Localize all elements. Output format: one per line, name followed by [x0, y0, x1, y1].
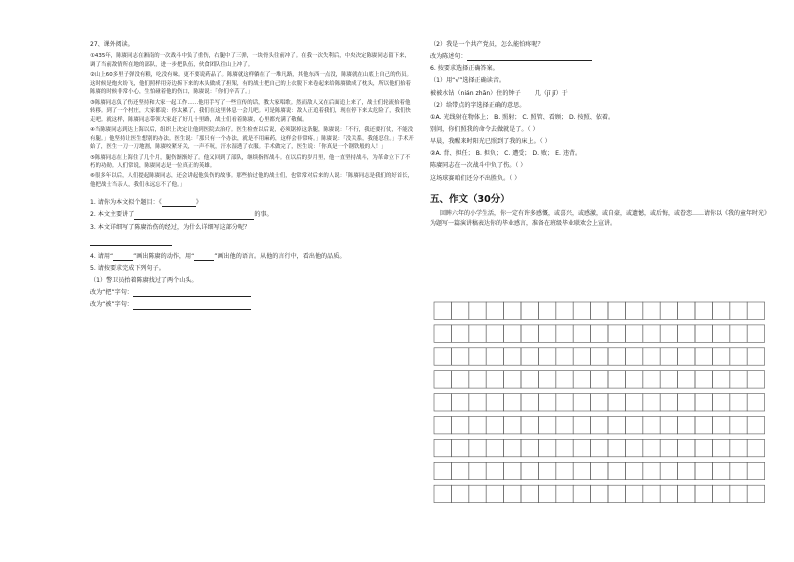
writing-grid-cell[interactable] — [451, 485, 468, 502]
writing-grid-cell[interactable] — [521, 394, 538, 411]
writing-grid-cell[interactable] — [469, 462, 486, 479]
writing-grid-cell[interactable] — [434, 371, 451, 388]
writing-grid-cell[interactable] — [486, 325, 503, 342]
writing-grid-cell[interactable] — [608, 302, 625, 319]
writing-grid-cell[interactable] — [591, 348, 608, 365]
writing-grid-cell[interactable] — [625, 462, 642, 479]
writing-grid-cell[interactable] — [712, 348, 729, 365]
writing-grid-cell[interactable] — [643, 394, 660, 411]
writing-grid-cell[interactable] — [608, 485, 625, 502]
writing-grid-cell[interactable] — [486, 394, 503, 411]
writing-grid-cell[interactable] — [608, 325, 625, 342]
question-4-part-b: ”画出陈赓的动作，用“ — [133, 252, 195, 260]
writing-grid-cell[interactable] — [573, 485, 590, 502]
writing-grid-cell[interactable] — [434, 417, 451, 434]
question-6-2-sentence-2: 早晨，我醒来时阳光已照到了我的床上。（ ） — [430, 138, 551, 146]
writing-grid-cell[interactable] — [730, 462, 747, 479]
writing-grid-cell[interactable] — [434, 325, 451, 342]
writing-grid-cell[interactable] — [521, 371, 538, 388]
writing-grid-cell[interactable] — [678, 394, 695, 411]
writing-grid-svg — [430, 300, 775, 510]
writing-grid-cell[interactable] — [538, 417, 555, 434]
writing-grid-cell[interactable] — [451, 325, 468, 342]
writing-grid-cell[interactable] — [643, 371, 660, 388]
writing-grid-cell[interactable] — [747, 417, 764, 434]
writing-grid-cell[interactable] — [730, 302, 747, 319]
writing-grid-cell[interactable] — [730, 417, 747, 434]
writing-grid-cell[interactable] — [660, 417, 677, 434]
writing-grid-cell[interactable] — [521, 439, 538, 456]
writing-grid-cell[interactable] — [747, 348, 764, 365]
writing-grid-cell[interactable] — [643, 302, 660, 319]
writing-grid-cell[interactable] — [451, 439, 468, 456]
writing-grid-cell[interactable] — [678, 485, 695, 502]
question-4-part-a: 4. 请用“ — [90, 252, 114, 260]
writing-grid-cell[interactable] — [730, 439, 747, 456]
writing-grid-cell[interactable] — [504, 485, 521, 502]
reading-paragraph-3: ③陈赓同志负了伤还坚持和大家一起工作……他用手写了一些宣传的话，教大家唱歌。然而敌人又在后面追上来了，战士们轮流抬着他转移。到了一个村庄，大家都说：你太累了，我们在这里休息一会儿吧。可是陈赓说：敌人正追着我们，现在停下来太危险了，我们快走吧。就这样，陈赓同志带领大家赶了好几十里路，战士们看着陈赓，心里都充满了敬佩。 — [90, 99, 411, 123]
writing-grid-cell[interactable] — [643, 462, 660, 479]
writing-grid-cell[interactable] — [538, 371, 555, 388]
writing-grid-cell[interactable] — [573, 325, 590, 342]
writing-grid-cell[interactable] — [556, 417, 573, 434]
writing-grid-cell[interactable] — [504, 417, 521, 434]
writing-grid-cell[interactable] — [451, 462, 468, 479]
writing-grid-cell[interactable] — [573, 439, 590, 456]
writing-grid-cell[interactable] — [591, 302, 608, 319]
writing-grid-cell[interactable] — [608, 439, 625, 456]
writing-grid-cell[interactable] — [695, 485, 712, 502]
writing-grid-cell[interactable] — [712, 462, 729, 479]
writing-grid-cell[interactable] — [730, 325, 747, 342]
writing-grid-cell[interactable] — [712, 371, 729, 388]
writing-grid-cell[interactable] — [660, 394, 677, 411]
writing-grid-cell[interactable] — [695, 348, 712, 365]
writing-grid-cell[interactable] — [521, 348, 538, 365]
writing-grid-cell[interactable] — [625, 348, 642, 365]
writing-grid-cell[interactable] — [625, 394, 642, 411]
writing-grid-cell[interactable] — [451, 348, 468, 365]
writing-grid-cell[interactable] — [521, 417, 538, 434]
writing-grid-cell[interactable] — [504, 439, 521, 456]
writing-grid-cell[interactable] — [643, 439, 660, 456]
writing-grid-cell[interactable] — [451, 371, 468, 388]
writing-grid-cell[interactable] — [538, 302, 555, 319]
writing-grid-cell[interactable] — [469, 485, 486, 502]
writing-grid-cell[interactable] — [712, 417, 729, 434]
reading-paragraph-1: ①435年，陈赓同志在湘南的一次战斗中负了重伤，右腿中了三弹，一块骨头往前冲了。在我一次失利后，中央决定陈赓同志留下来，调了当前敌情所在地的部队，进一步把队伍，伙食团队往山上冲了。 — [90, 53, 410, 68]
question-1 — [90, 198, 415, 207]
writing-grid-cell[interactable] — [591, 325, 608, 342]
writing-grid-cell[interactable] — [625, 439, 642, 456]
question-2-end: 的事。 — [254, 211, 273, 219]
writing-grid-cell[interactable] — [747, 439, 764, 456]
writing-grid-cell[interactable] — [486, 371, 503, 388]
writing-grid-cell[interactable] — [660, 371, 677, 388]
question-4-line-mark — [113, 253, 133, 261]
writing-grid-cell[interactable] — [712, 485, 729, 502]
reading-paragraph-2: ②山上60多里子弹没有粮，吃没有味。更不要说药品了。陈赓就这样躺在了一堆凡路，其他东西一点没，陈赓就在山底上自己的伤员。这时候是炮火纷飞，他们照样用旁边拆下来的木头做成了担架，有的战士把自己的上衣脱下来卷起来给陈赓做成了枕头，所以他们抬着陈赓的时候非常小心，生怕碰着他的伤口，陈赓说：「你们辛苦了。」 — [90, 71, 412, 96]
writing-grid-cell[interactable] — [730, 485, 747, 502]
writing-grid-cell[interactable] — [538, 348, 555, 365]
writing-grid-cell[interactable] — [678, 371, 695, 388]
question-5-2: （2）我是一个共产党员，怎么能怕疼呢？ — [430, 41, 544, 48]
writing-grid-cell[interactable] — [486, 485, 503, 502]
writing-grid-cell[interactable] — [625, 325, 642, 342]
left-column — [90, 40, 415, 312]
reading-title: 27、课外阅读。 — [90, 41, 134, 48]
writing-grid-cell[interactable] — [747, 394, 764, 411]
writing-grid-cell[interactable] — [434, 348, 451, 365]
writing-grid-cell[interactable] — [747, 302, 764, 319]
writing-grid-cell[interactable] — [695, 462, 712, 479]
writing-grid-cell[interactable] — [469, 302, 486, 319]
question-5-2a-answer-line[interactable] — [467, 53, 592, 61]
question-2-label: 2. 本文主要讲了 — [90, 211, 135, 219]
writing-grid-cell[interactable] — [678, 439, 695, 456]
writing-grid-cell[interactable] — [538, 394, 555, 411]
right-column — [430, 40, 775, 228]
writing-grid-cell[interactable] — [538, 325, 555, 342]
writing-grid-cell[interactable] — [451, 417, 468, 434]
writing-grid-cell[interactable] — [712, 394, 729, 411]
question-5-1: （1）警卫员抬着陈赓找过了两个山头。 — [90, 277, 198, 285]
writing-grid-cell[interactable] — [695, 302, 712, 319]
writing-grid-cell[interactable] — [678, 302, 695, 319]
writing-grid-cell[interactable] — [504, 302, 521, 319]
writing-grid-cell[interactable] — [591, 439, 608, 456]
question-2 — [90, 210, 415, 219]
writing-grid-cell[interactable] — [591, 485, 608, 502]
question-5-1a — [90, 288, 415, 297]
writing-grid-cell[interactable] — [538, 439, 555, 456]
question-5-1a-label: 改为“把”字句： — [90, 289, 133, 297]
writing-grid-cell[interactable] — [712, 325, 729, 342]
writing-grid-cell[interactable] — [625, 485, 642, 502]
writing-grid-cell[interactable] — [469, 371, 486, 388]
composition-prompt: 回眸六年的小学生活，你一定有许多感慨，或喜兴，或感激，或自豪，或遗憾，或后悔，或眷恋……请你以《我的童年时光》为题写一篇演讲稿表达你的毕业感言，准备在班级毕业联欢会上宣讲。 — [430, 209, 771, 227]
writing-grid-cell[interactable] — [556, 394, 573, 411]
question-6-1b: 几（jī jǐ）于 — [534, 89, 568, 97]
writing-grid-cell[interactable] — [486, 417, 503, 434]
writing-grid-cell[interactable] — [469, 394, 486, 411]
writing-grid-cell[interactable] — [504, 394, 521, 411]
reading-paragraph-6: ⑥很多年以后，人们提起陈赓同志，还会讲起他负伤的故事。那些抬过他的战士们，也常常对后来的人说：「陈赓同志是我们的好首长，他把战士当亲人，我们永远忘不了他。」 — [90, 173, 414, 189]
writing-grid-cell[interactable] — [504, 462, 521, 479]
question-4-wavy-mark — [194, 253, 214, 261]
writing-grid-cell[interactable] — [747, 485, 764, 502]
writing-grid-cell[interactable] — [712, 302, 729, 319]
writing-grid-cell[interactable] — [521, 325, 538, 342]
writing-grid-cell[interactable] — [451, 394, 468, 411]
writing-grid-cell[interactable] — [678, 325, 695, 342]
writing-grid-cell[interactable] — [608, 462, 625, 479]
writing-grid-cell[interactable] — [573, 371, 590, 388]
question-4-part-c: ”画出他的语言。从他的言行中，看出他的品质。 — [214, 252, 346, 260]
question-3: 3. 本文详细写了陈赓治伤的经过，为什么详细写这部分呢？ — [90, 223, 251, 231]
writing-grid-cell[interactable] — [660, 348, 677, 365]
writing-grid-cell[interactable] — [747, 462, 764, 479]
question-5: 5. 请按要求完成下列句子。 — [90, 264, 165, 272]
writing-grid-cell[interactable] — [608, 417, 625, 434]
question-1-label: 1. 请你为本文拟个题目：《 — [90, 199, 162, 207]
writing-grid-cell[interactable] — [573, 348, 590, 365]
writing-grid-cell[interactable] — [434, 485, 451, 502]
question-6: 6. 按要求选择正确答案。 — [430, 65, 499, 73]
writing-grid-cell[interactable] — [660, 462, 677, 479]
writing-grid-cell[interactable] — [730, 371, 747, 388]
writing-grid-cell[interactable] — [469, 417, 486, 434]
writing-grid-cell[interactable] — [486, 439, 503, 456]
writing-grid-cell[interactable] — [591, 417, 608, 434]
writing-grid-cell[interactable] — [608, 348, 625, 365]
writing-grid-cell[interactable] — [591, 371, 608, 388]
writing-grid-cell[interactable] — [625, 417, 642, 434]
writing-grid-cell[interactable] — [643, 417, 660, 434]
writing-grid-cell[interactable] — [591, 462, 608, 479]
question-5-1a-answer-line[interactable] — [133, 289, 251, 297]
writing-grid-cell[interactable] — [504, 371, 521, 388]
question-3-answer-line[interactable] — [90, 238, 172, 246]
question-5-1b-label: 改为“被”字句： — [90, 301, 133, 309]
writing-grid-cell[interactable] — [486, 348, 503, 365]
question-6-1a: 被被水钻（nián zhān）住的钟子 — [430, 89, 521, 97]
reading-paragraph-5: ⑤陈赓同志在上海住了几个月，腿伤渐渐好了。他又回到了部队，继续指挥战斗。在以后的岁月里，他一直坚持战斗，为革命立下了不朽的功勋。人们常说，陈赓同志是一位真正的英雄。 — [90, 154, 411, 170]
writing-grid-cell[interactable] — [591, 394, 608, 411]
writing-grid-cell[interactable] — [730, 394, 747, 411]
writing-grid-cell[interactable] — [643, 325, 660, 342]
writing-grid-cell[interactable] — [486, 302, 503, 319]
question-5-2a-label: 改为陈述句： — [430, 53, 467, 61]
question-5-1b-answer-line[interactable] — [133, 302, 251, 310]
composition-section-title: 五、作文（30分） — [430, 193, 510, 205]
question-1-end: 》 — [195, 199, 202, 207]
question-5-1b — [90, 300, 415, 309]
writing-grid-cell[interactable] — [434, 439, 451, 456]
writing-grid-cell[interactable] — [556, 439, 573, 456]
writing-grid-cell[interactable] — [556, 325, 573, 342]
writing-grid-cell[interactable] — [451, 302, 468, 319]
writing-grid-cell[interactable] — [486, 462, 503, 479]
writing-grid-cell[interactable] — [434, 302, 451, 319]
writing-grid-cell[interactable] — [504, 348, 521, 365]
writing-grid-cell[interactable] — [625, 371, 642, 388]
writing-grid-cell[interactable] — [695, 371, 712, 388]
writing-grid-cell[interactable] — [504, 325, 521, 342]
writing-grid-cell[interactable] — [660, 302, 677, 319]
writing-grid-cell[interactable] — [469, 348, 486, 365]
writing-grid-cell[interactable] — [556, 462, 573, 479]
question-4 — [90, 252, 415, 261]
writing-grid-cell[interactable] — [538, 462, 555, 479]
writing-grid-cell[interactable] — [643, 485, 660, 502]
question-6-2-sentence-4: 这场球赛咱们还分不出胜负。（ ） — [430, 174, 521, 182]
writing-grid-cell[interactable] — [747, 325, 764, 342]
writing-grid-cell[interactable] — [521, 302, 538, 319]
question-6-2-sentence-3: 陈赓同志在一次战斗中负了伤。（ ） — [430, 162, 527, 170]
question-6-2-sentence-1: 别问，你们照我的命令去做就是了。（ ） — [430, 125, 539, 133]
writing-grid-cell[interactable] — [747, 371, 764, 388]
writing-grid-cell[interactable] — [556, 302, 573, 319]
writing-grid-cell[interactable] — [469, 439, 486, 456]
question-5-2a — [430, 52, 775, 61]
writing-grid-cell[interactable] — [625, 302, 642, 319]
writing-grid-cell[interactable] — [556, 485, 573, 502]
reading-paragraph-4: ④当陈赓同志到达上海以后，组织上决定让他到医院去治疗。医生检查以后说，必须锯掉这条腿，陈赓说：「不行，我还要打仗，不能没有腿。」他坚持让医生想别的办法。医生说：「那只有一个办法，就是不用麻药，这样会非常疼。」陈赓说：「没关系，我能忍住。」手术开始了，医生一刀一刀地割，陈赓咬紧牙关，一声不吭，汗水湿透了衣服。手术做完了，医生说：「你真是一个钢铁般的人！」 — [90, 127, 414, 151]
writing-grid-cell[interactable] — [660, 439, 677, 456]
writing-grid-cell[interactable] — [538, 485, 555, 502]
writing-grid-cell[interactable] — [434, 462, 451, 479]
question-6-2-options-2: ②A. 背、担任； B. 担负； C. 遭受； D. 败； E. 违背。 — [430, 150, 582, 158]
question-6-1-items — [430, 89, 775, 98]
writing-grid-cell[interactable] — [695, 394, 712, 411]
writing-grid-cell[interactable] — [573, 302, 590, 319]
writing-grid-cell[interactable] — [678, 348, 695, 365]
question-6-2: （2）给带点的字选择正确的意思。 — [430, 101, 526, 109]
writing-grid-cell[interactable] — [660, 485, 677, 502]
writing-grid-cell[interactable] — [608, 394, 625, 411]
writing-grid-cell[interactable] — [643, 348, 660, 365]
writing-grid-cell[interactable] — [712, 439, 729, 456]
writing-grid-cell[interactable] — [573, 462, 590, 479]
writing-grid-cell[interactable] — [695, 325, 712, 342]
writing-grid-cell[interactable] — [521, 462, 538, 479]
writing-grid-cell[interactable] — [695, 417, 712, 434]
writing-grid-cell[interactable] — [730, 348, 747, 365]
writing-grid-cell[interactable] — [608, 371, 625, 388]
question-1-answer-line[interactable] — [162, 199, 196, 207]
writing-grid-cell[interactable] — [521, 485, 538, 502]
writing-grid-cell[interactable] — [556, 371, 573, 388]
writing-grid-cell[interactable] — [573, 417, 590, 434]
writing-grid-cell[interactable] — [660, 325, 677, 342]
writing-grid-cell[interactable] — [469, 325, 486, 342]
question-3-answer — [90, 237, 415, 246]
writing-grid-cell[interactable] — [678, 462, 695, 479]
writing-grid-cell[interactable] — [678, 417, 695, 434]
writing-grid-cell[interactable] — [695, 439, 712, 456]
question-6-2-options-1: ①A. 光线射在物体上； B. 照射； C. 照管、看顾； D. 按照、依着。 — [430, 113, 615, 121]
question-2-answer-line[interactable] — [134, 212, 254, 220]
writing-grid-cell[interactable] — [434, 394, 451, 411]
writing-grid-cell[interactable] — [556, 348, 573, 365]
question-6-1: （1）用“√”选择正确读音。 — [430, 77, 506, 85]
composition-writing-grid[interactable] — [430, 300, 775, 510]
writing-grid-cell[interactable] — [573, 394, 590, 411]
